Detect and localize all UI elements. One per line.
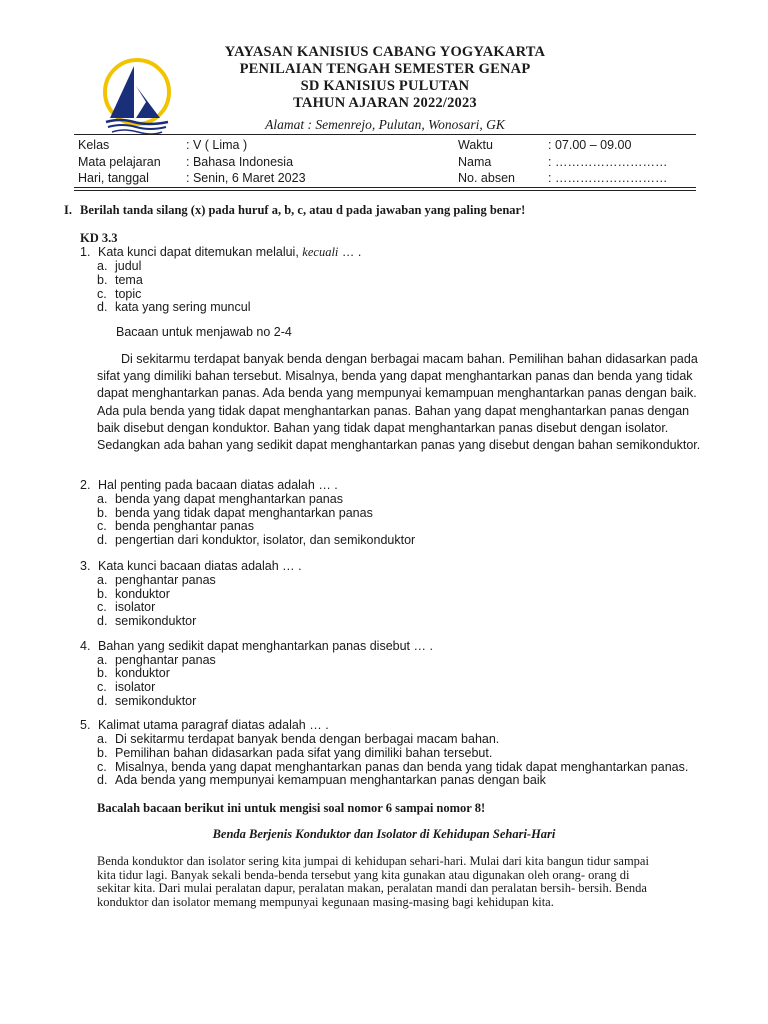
option-letter: b. [97,587,108,601]
question-number: 4. [80,639,91,653]
option-letter: c. [97,760,107,774]
option-letter: d. [97,694,108,708]
answer-option[interactable] [97,694,196,708]
header-school: SD KANISIUS PULUTAN [300,78,470,94]
option-text: kata yang sering muncul [115,300,251,314]
passage-line: Benda konduktor dan isolator sering kita jumpai di kehidupan sehari-hari. Mulai dari kita bangun tidur sampai [97,854,649,868]
question-number: 2. [80,478,91,492]
option-text: tema [115,273,143,287]
answer-option[interactable] [97,506,373,520]
option-text: semikonduktor [115,694,197,708]
answer-option[interactable] [97,300,251,314]
reading-passage [97,351,701,454]
reading2-title: Benda Berjenis Konduktor dan Isolator di Kehidupan Sehari-Hari [212,827,556,841]
answer-option[interactable] [97,519,254,533]
passage-line: Ada pula benda yang tidak dapat menghantarkan panas. Bahan yang dapat menghantarkan panas dengan [97,403,690,418]
option-text: isolator [115,680,156,694]
header [200,44,570,112]
answer-option[interactable] [97,680,155,694]
question-2 [80,478,338,492]
passage-line: sifat yang dimiliki bahan tersebut. Misalnya, benda yang dapat menghantarkan panas dan benda yang tidak [97,369,693,384]
info-label: Kelas [78,138,110,152]
passage-line: kita tidur lagi. Banyak sekali benda-benda tersebut yang kita gunakan atau digunakan oleh orang- orang di [97,867,630,882]
option-text: Di sekitarmu terdapat banyak benda dengan berbagai macam bahan. [115,732,500,746]
option-letter: a. [97,573,108,587]
info-value: : ……………………… [548,171,668,185]
info-value: : Bahasa Indonesia [186,154,294,169]
section-instruction-text: Berilah tanda silang (x) pada huruf a, b, c, atau d pada jawaban yang paling benar! [80,203,526,217]
answer-option[interactable] [97,587,170,601]
reading2-instruction: Bacalah bacaan berikut ini untuk mengisi soal nomor 6 sampai nomor 8! [97,801,486,815]
question-1 [80,245,361,260]
option-letter: c. [97,680,107,694]
option-letter: b. [97,273,108,287]
info-label: Hari, tanggal [78,171,149,185]
answer-option[interactable] [97,653,216,667]
option-letter: b. [97,506,108,520]
question-text: Kalimat utama paragraf diatas adalah … . [98,718,329,732]
answer-option[interactable] [97,259,141,273]
answer-option[interactable] [97,573,216,587]
answer-option[interactable] [97,760,688,774]
option-text: benda yang tidak dapat menghantarkan panas [115,506,373,520]
answer-option[interactable] [97,273,143,287]
info-label: Nama [458,154,492,169]
option-letter: c. [97,287,107,301]
question-5 [80,718,329,732]
passage-line: sekitar kita. Dari mulai peralatan dapur, peralatan makan, peralatan mandi dan peralatan bersih- bersih. Benda [97,881,647,896]
header-year: TAHUN AJARAN 2022/2023 [293,95,477,111]
option-text: benda yang dapat menghantarkan panas [115,492,343,506]
option-text: konduktor [115,587,170,601]
logo-wave-1 [106,120,168,124]
answer-option[interactable] [97,492,343,506]
question-number: 3. [80,559,91,573]
info-table [78,138,698,188]
question-4 [80,639,433,653]
question-3 [80,559,302,573]
question-number: 1. [80,245,91,259]
section-instruction [64,203,525,218]
header-exam: PENILAIAN TENGAH SEMESTER GENAP [239,61,531,77]
option-letter: b. [97,746,108,760]
passage-line: Di sekitarmu terdapat banyak benda dengan berbagai macam bahan. Pemilihan bahan didasarkan pada [121,352,698,366]
info-row [78,138,698,155]
option-text: Ada benda yang mempunyai kemampuan menghantarkan panas dengan baik [115,773,546,787]
info-value: : ……………………… [548,154,668,169]
option-letter: c. [97,600,107,614]
info-row [78,155,698,172]
option-text: judul [115,259,142,273]
kd-label: KD 3.3 [80,231,118,245]
option-letter: d. [97,614,108,628]
passage-line: baik disebut dengan konduktor. Bahan yang tidak dapat menghantarkan panas disebut dengan isolator. [97,420,669,435]
option-letter: a. [97,492,108,506]
header-address: Alamat : Semenrejo, Pulutan, Wonosari, GK [265,117,505,132]
info-value: : V ( Lima ) [186,138,248,152]
info-value: : 07.00 – 09.00 [548,138,632,152]
header-foundation: YAYASAN KANISIUS CABANG YOGYAKARTA [224,44,546,60]
answer-option[interactable] [97,732,499,746]
info-label: No. absen [458,171,515,185]
info-label: Waktu [458,138,493,152]
reading-heading: Bacaan untuk menjawab no 2-4 [116,325,292,339]
question-text: Kata kunci dapat ditemukan melalui, [98,245,303,259]
option-text: penghantar panas [115,653,216,667]
answer-option[interactable] [97,287,141,301]
divider-bottom-double [74,190,696,191]
option-text: topic [115,287,142,301]
divider-bottom [74,187,696,188]
option-letter: a. [97,732,108,746]
option-text: penghantar panas [115,573,216,587]
question-emphasis: kecuali [302,245,339,259]
option-text: Pemilihan bahan didasarkan pada sifat yang dimiliki bahan tersebut. [115,746,493,760]
question-number: 5. [80,718,91,732]
section-number: I. [64,203,72,217]
logo-sail-left [110,66,134,118]
option-text: benda penghantar panas [115,519,255,533]
question-text: Bahan yang sedikit dapat menghantarkan panas disebut … . [98,639,433,653]
question-text: Kata kunci bacaan diatas adalah … . [98,559,302,573]
option-text: pengertian dari konduktor, isolator, dan semikonduktor [115,533,416,547]
question-tail: … . [338,245,362,259]
option-letter: d. [97,300,108,314]
answer-option[interactable] [97,746,492,760]
option-letter: b. [97,666,108,680]
answer-option[interactable] [97,666,170,680]
info-label: Mata pelajaran [78,154,161,169]
answer-option[interactable] [97,600,155,614]
passage-line: konduktor dan isolator memang mempunyai kegunaan masing-masing bagi kehidupan kita. [97,894,554,909]
answer-option[interactable] [97,533,415,547]
logo-sail-right [136,86,160,118]
passage-line: Sedangkan ada bahan yang sedikit dapat menghantarkan panas yang disebut dengan bahan semikonduktor. [97,438,701,453]
option-letter: d. [97,533,108,547]
option-text: Misalnya, benda yang dapat menghantarkan panas dan benda yang tidak dapat menghantarkan panas. [115,760,689,774]
passage-line: dapat menghantarkan panas. Ada benda yang mempunyai kemampuan menghantarkan panas dengan baik. [97,386,697,401]
question-text: Hal penting pada bacaan diatas adalah … . [98,478,338,492]
info-row [78,171,698,188]
option-text: konduktor [115,666,170,680]
option-letter: a. [97,259,108,273]
option-text: semikonduktor [115,614,197,628]
answer-option[interactable] [97,614,196,628]
option-letter: c. [97,519,107,533]
option-text: isolator [115,600,156,614]
school-logo [100,56,174,136]
option-letter: d. [97,773,108,787]
reading2-passage [97,855,701,909]
divider-top [74,134,696,135]
answer-option[interactable] [97,773,546,787]
info-value: : Senin, 6 Maret 2023 [186,171,306,185]
option-letter: a. [97,653,108,667]
